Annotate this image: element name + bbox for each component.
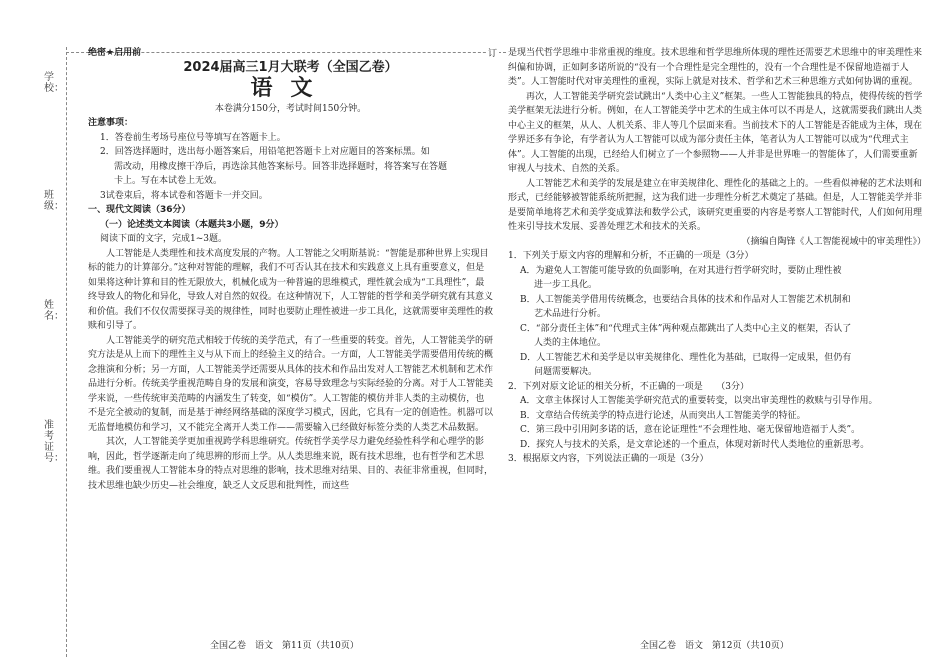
left-page-footer: 全国乙卷 语文 第11页（共10页） bbox=[210, 641, 359, 651]
q2-option-b: B．文章结合传统美学的特点进行论述，从而突出人工智能美学的特征。 bbox=[520, 410, 806, 421]
left-page bbox=[88, 46, 493, 493]
q1-option-c: C．“部分责任主体”和“代理式主体”两种观点都跳出了人类中心主义的框架，否认了 bbox=[520, 323, 852, 334]
question-1: 1．下列关于原文内容的理解和分析，不正确的一项是（3分） bbox=[508, 251, 754, 261]
q1-option-d-cont: 问题需要解决。 bbox=[534, 367, 598, 377]
section-1-heading: 一、现代文阅读（36分） bbox=[88, 205, 191, 215]
question-2: 2．下列对原文论证的相关分析，不正确的一项是 （3分） bbox=[508, 381, 749, 392]
right-page-footer: 全国乙卷 语文 第12页（共10页） bbox=[640, 641, 789, 651]
seal-mark: 订 bbox=[486, 46, 499, 59]
q1-option-a: A．为避免人工智能可能导致的负面影响，在对其进行哲学研究时，要防止理性被 bbox=[520, 265, 842, 276]
q2-option-c: C．第三段中引用阿多诺的话，意在论证理性“不会理性地、毫无保留地造福于人类”。 bbox=[520, 425, 861, 435]
passage-paragraph-6: 人工智能艺术和美学的发展是建立在审美规律化、理性化的基础之上的。一些看似神秘的艺术法则和形式，已经能够被智能系统所把握，这为我们进一步理性分析艺术奠定了基础。但是，人工智能美学并非是要简单地将艺术和美学变成算法和数学公式，该研究更重要的内容是考察人工智能时代，人们如何用理性来引导技术发展、妥善处理艺术和技术的关系。 bbox=[508, 178, 923, 232]
passage-paragraph-5: 再次，人工智能美学研究尝试跳出“人类中心主义”框架。一些人工智能独具的特点，使得传统的哲学美学框架无法进行分析。例如，在人工智能美学中艺术的生成主体可以不再是人，这就需要我们跳出人类中心主义的框架，从人、人机关系、非人等几个层面来看。当前技术下的人工智能是否能成为主体，现在学界还多有争论，有学者认为人工智能可以成为部分责任主体，笔者认为人工智能可以成为“代理式主体”。人工智能的出现，已经给人们树立了一个参照物——人并非是世界唯一的智能体了，人们需要重新审视人与技术、自然的关系。 bbox=[508, 91, 923, 174]
school-label: 学校： bbox=[44, 72, 64, 94]
passage-paragraph-2: 人工智能美学的研究范式相较于传统的美学范式，有了一些重要的转变。首先，人工智能美学的研究方法是从上而下的理性主义与从下而上的经验主义的结合。一方面，人工智能美学需要借用传统的概念推演和分析；另一方面，人工智能美学还需要从具体的技术和作品出发对人工智能艺术机制和艺术作品进行分析。传统美学重视范畴自身的发展和演变，容易导致理念与实际经验的分离。对于人工智能美学来说，一些传统审美范畴的内涵发生了转变，如“模仿”。人工智能的模仿并非人类的主动模仿，也不是完全被动的复制，而是基于神经网络基础的深度学习模式，因此，它具有一定的创造性。机器可以无监督地模仿和学习，又不能完全离开人类工作——需要输入已经做好标签分类的人类艺术品数据。 bbox=[88, 335, 494, 433]
q2-option-d: D．探究人与技术的关系，是文章论述的一个重点，体现对新时代人类地位的重新思考。 bbox=[520, 439, 870, 450]
note-2c: 卡上。写在本试卷上无效。 bbox=[114, 176, 223, 186]
note-2a: 2．回答选择题时，选出每小题答案后，用铅笔把答题卡上对应题目的答案标黑。如 bbox=[100, 147, 430, 157]
name-label: 姓名： bbox=[44, 300, 64, 322]
exam-title: 2024届高三1月大联考（全国乙卷） bbox=[183, 59, 398, 75]
q1-option-b-cont: 艺术品进行分析。 bbox=[534, 309, 607, 319]
q1-option-b: B．人工智能美学借用传统概念，也要结合具体的技术和作品对人工智能艺术机制和 bbox=[520, 294, 851, 305]
passage-paragraph-4: 是现当代哲学思维中非常重视的维度。技术思维和哲学思维所体现的理性还需要艺术思维中的审美理性来纠偏和协调，正如阿多诺所说的“没有一个合理性是完全理性的，没有一个合理性是不保留地造福于人类”。人工智能时代对审美理性的重视，实际上就是对技术、哲学和艺术三种思维方式如何协调的重视。 bbox=[508, 48, 923, 87]
passage-source: （摘编自陶锋《人工智能视域中的审美理性》） bbox=[741, 236, 926, 247]
notes-title: 注意事项： bbox=[88, 118, 134, 128]
reading-instruction: 阅读下面的文字，完成1~3题。 bbox=[100, 234, 227, 244]
exam-id-label: 准考证号： bbox=[44, 420, 64, 464]
note-1: 1．答卷前生考场号座位号等填写在答题卡上。 bbox=[100, 132, 286, 143]
note-3: 3试卷束后，将本试卷和答题卡一并交回。 bbox=[100, 190, 268, 201]
note-2b: 需改动，用橡皮擦干净后，再选涂其他答案标号。回答非选择题时，将答案写在答题 bbox=[114, 161, 448, 172]
subject-title: 语文 bbox=[250, 75, 331, 101]
seal-dashed-line bbox=[66, 47, 68, 657]
q1-option-c-cont: 人类的主体地位。 bbox=[534, 338, 607, 348]
question-3: 3．根据原文内容，下列说法正确的一项是（3分） bbox=[508, 454, 709, 464]
q1-option-a-cont: 进一步工具化。 bbox=[534, 280, 598, 290]
q2-option-a: A．文章主体探讨人工智能美学研究范式的重要转变，以突出审美理性的救赎与引导作用。 bbox=[520, 396, 878, 406]
right-page bbox=[508, 46, 926, 467]
q1-option-d: D．人工智能艺术和美学是以审美规律化、理性化为基础，已取得一定成果，但仍有 bbox=[520, 352, 852, 363]
score-info: 本卷满分150分，考试时间150分钟。 bbox=[214, 103, 367, 114]
passage-paragraph-1: 人工智能是人类理性和技术高度发展的产物。人工智能之父明斯基说：“智能是那种世界上实现目标的能力的计算部分。”这种对智能的理解，我们不可否认其在技术和实践意义上具有重要意义，但是如果将这种计算和目的性无限放大，机械化成为一种普遍的思维模式，理性就会成为“工具理性”，最终导致人的物化和异化，导致人对自然的奴役。在这种情况下，人工智能的哲学和美学研究就有其意义和价值。我们不仅仅需要探寻美的规律性，同时也要防止理性被进一步工具化，这就需要审美理性的救赎和引导了。 bbox=[88, 248, 494, 331]
secret-label: 绝密★启用前 bbox=[88, 48, 142, 58]
class-label: 班级： bbox=[44, 190, 64, 212]
passage-paragraph-3: 其次，人工智能美学更加重视跨学科思维研究。传统哲学美学尽力避免经验性科学和心理学的影响，因此，哲学逐渐走向了纯思辨的形而上学。从人类思维来说，既有技术思维，也有哲学和艺术思维。我们要重视人工智能本身的特点对思维的影响，技术思维对结果、目的、表征非常重视，但同时，技术思维也缺少历史—社会维度，缺乏人文反思和批判性，而这些 bbox=[88, 437, 494, 491]
subsection-1-heading: （一）论述类文本阅读（本题共3小题，9分） bbox=[100, 219, 284, 230]
